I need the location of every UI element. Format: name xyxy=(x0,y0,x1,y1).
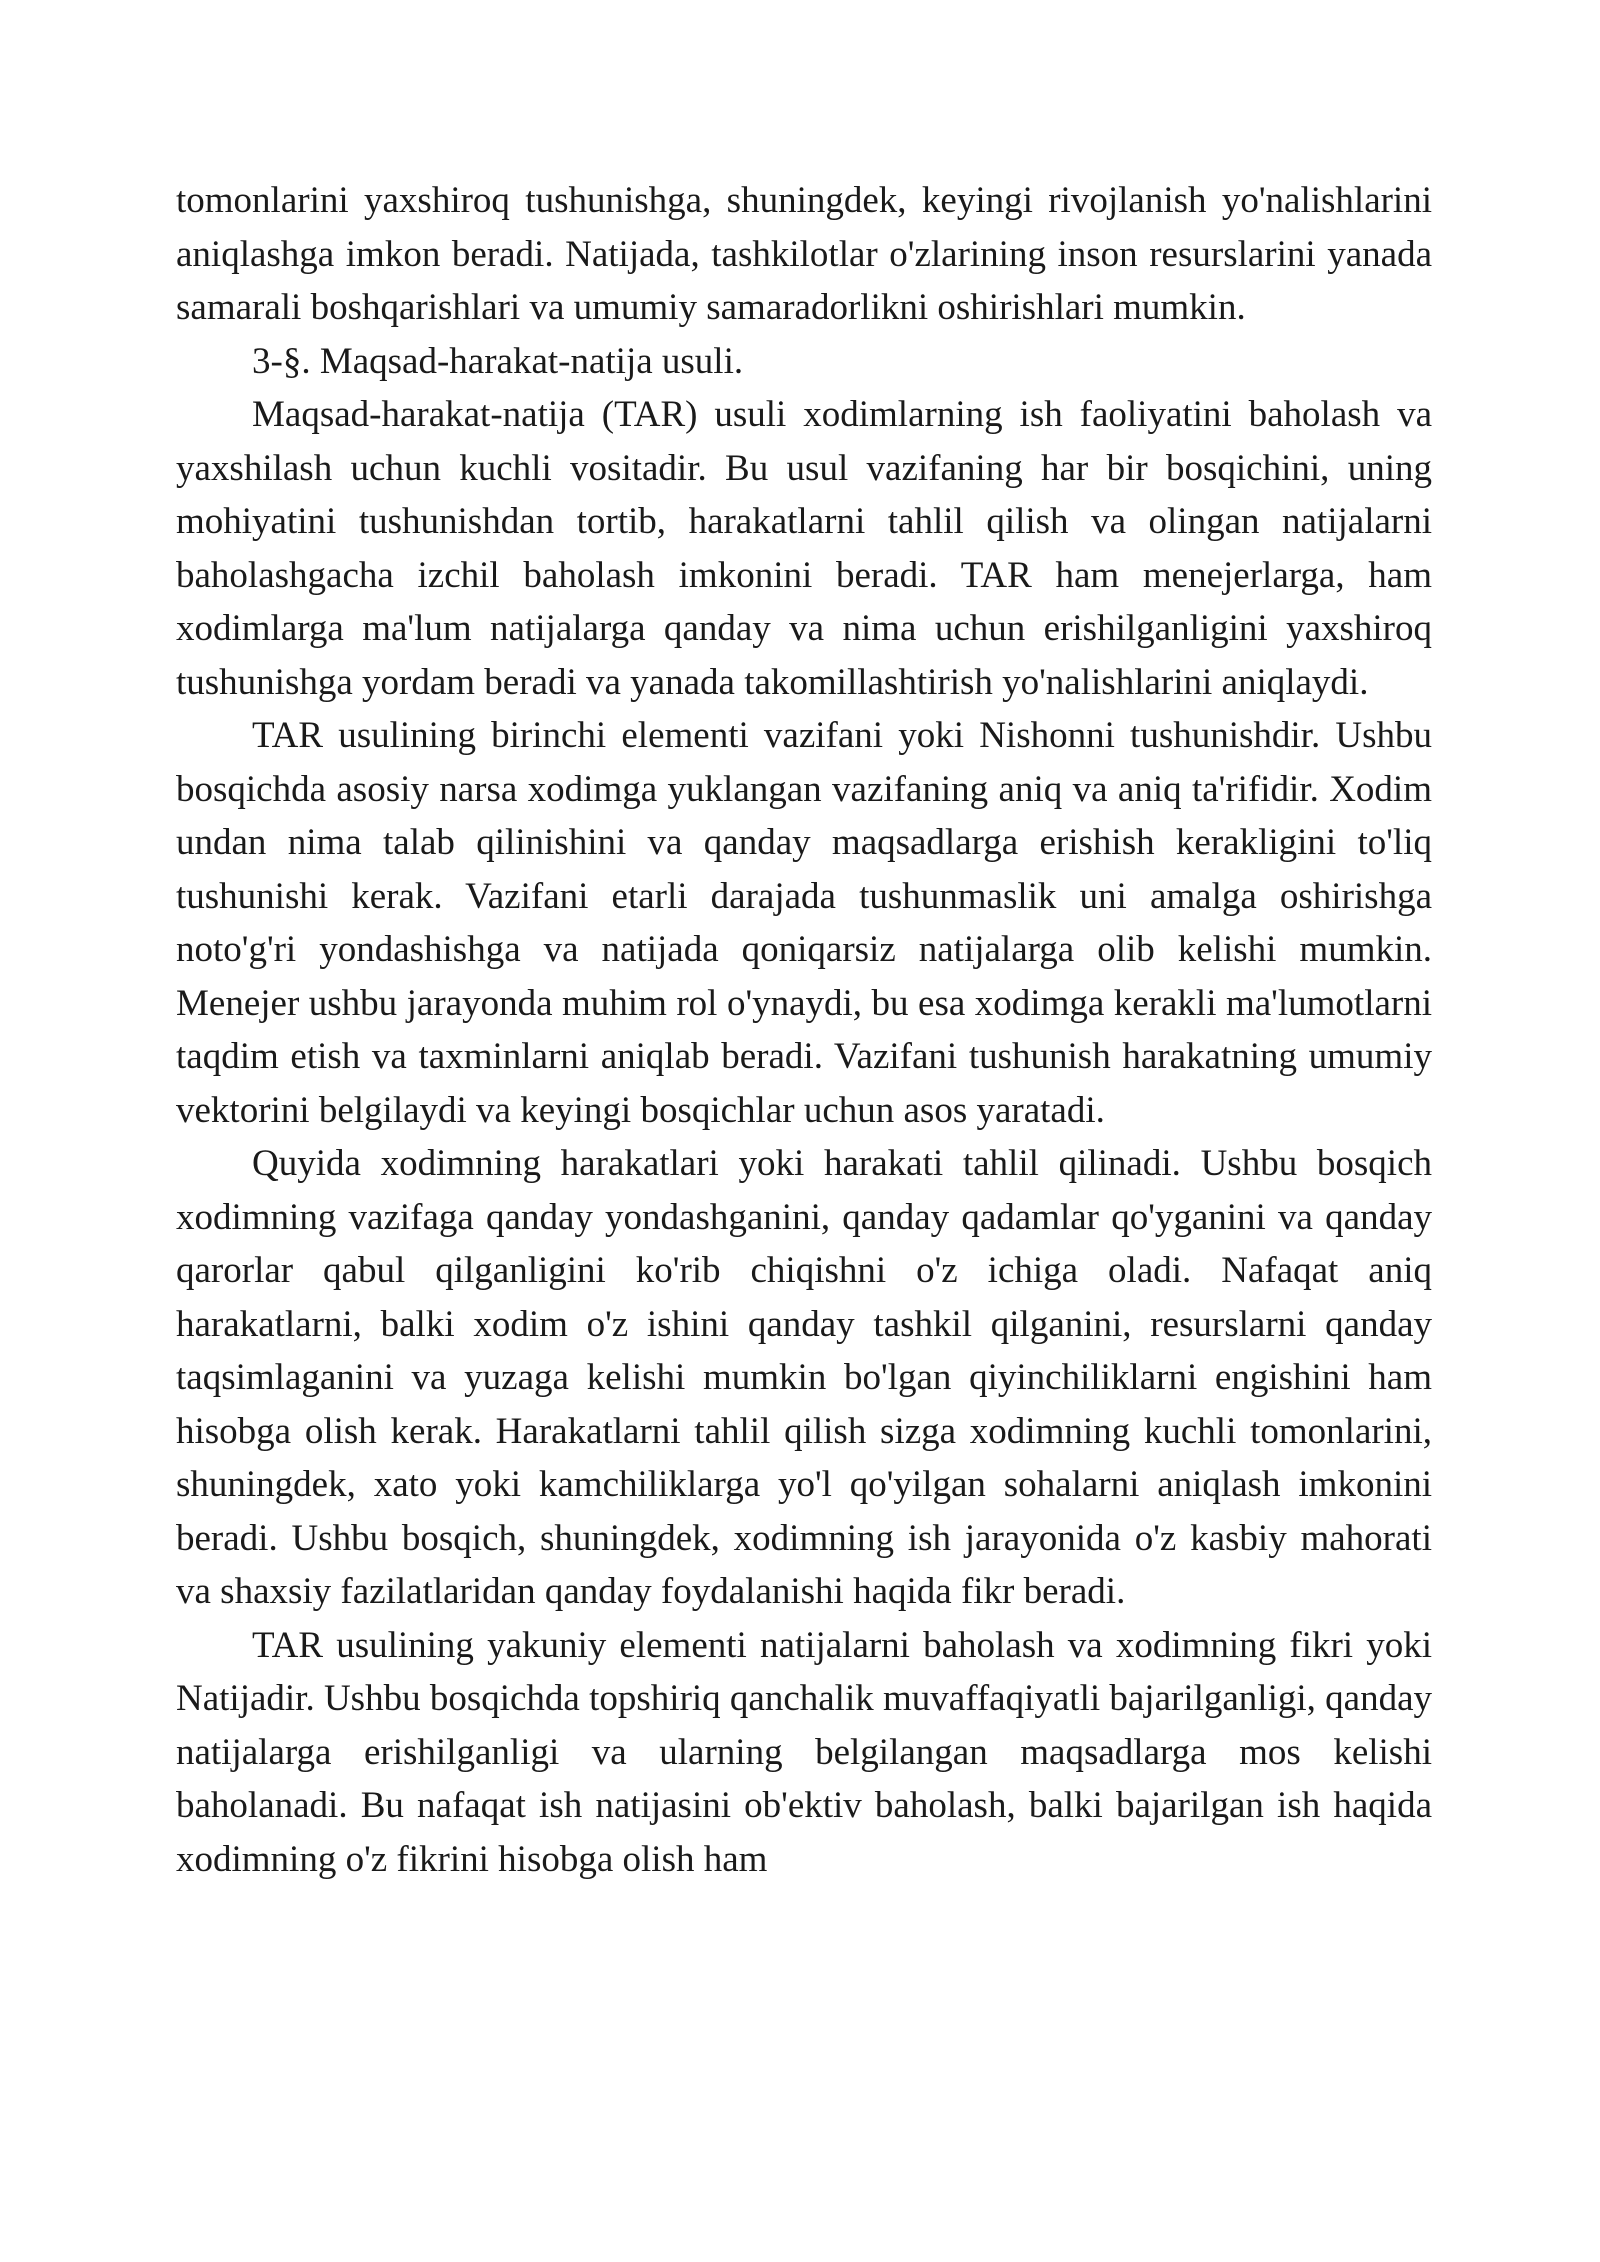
paragraph-tar-intro: Maqsad-harakat-natija (TAR) usuli xodimlarning ish faoliyatini baholash va yaxshilash uchun kuchli vositadir. Bu usul vazifaning har bir bosqichini, uning mohiyatini tushunishdan tortib, harakatlarni tahlil qilish va olingan natijalarni baholashgacha izchil baholash imkonini beradi. TAR ham menejerlarga, ham xodimlarga ma'lum natijalarga qanday va nima uchun erishilganligini yaxshiroq tushunishga yordam beradi va yanada takomillashtirish yo'nalishlarini aniqlaydi. xyxy=(176,394,1432,703)
paragraph-action-element: Quyida xodimning harakatlari yoki harakati tahlil qilinadi. Ushbu bosqich xodimning vazifaga qanday yondashganini, qanday qadamlar qo'yganini va qanday qarorlar qabul qilganligini ko'rib chiqishni o'z ichiga oladi. Nafaqat aniq harakatlarni, balki xodim o'z ishini qanday tashkil qilganini, resurslarni qanday taqsimlaganini va yuzaga kelishi mumkin bo'lgan qiyinchiliklarni engishini ham hisobga olish kerak. Harakatlarni tahlil qilish sizga xodimning kuchli tomonlarini, shuningdek, xato yoki kamchiliklarga yo'l qo'yilgan sohalarni aniqlash imkonini beradi. Ushbu bosqich, shuningdek, xodimning ish jarayonida o'z kasbiy mahorati va shaxsiy fazilatlaridan qanday foydalanishi haqida fikr beradi. xyxy=(176,1143,1432,1612)
section-heading: 3-§. Maqsad-harakat-natija usuli. xyxy=(252,340,744,382)
document-page xyxy=(176,174,1432,1886)
paragraph-result-element: TAR usulining yakuniy elementi natijalarni baholash va xodimning fikri yoki Natijadir. Ushbu bosqichda topshiriq qanchalik muvaffaqiyatli bajarilganligi, qanday natijalarga erishilganligi va ularning belgilangan maqsadlarga mos kelishi baholanadi. Bu nafaqat ish natijasini ob'ektiv baholash, balki bajarilgan ish haqida xodimning o'z fikrini hisobga olish ham xyxy=(176,1624,1432,1880)
paragraph-task-element: TAR usulining birinchi elementi vazifani yoki Nishonni tushunishdir. Ushbu bosqichda asosiy narsa xodimga yuklangan vazifaning aniq va aniq ta'rifidir. Xodim undan nima talab qilinishini va qanday maqsadlarga erishish kerakligini to'liq tushunishi kerak. Vazifani etarli darajada tushunmaslik uni amalga oshirishga noto'g'ri yondashishga va natijada qoniqarsiz natijalarga olib kelishi mumkin. Menejer ushbu jarayonda muhim rol o'ynaydi, bu esa xodimga kerakli ma'lumotlarni taqdim etish va taxminlarni aniqlab beradi. Vazifani tushunish harakatning umumiy vektorini belgilaydi va keyingi bosqichlar uchun asos yaratadi. xyxy=(176,715,1432,1131)
paragraph-continuation: tomonlarini yaxshiroq tushunishga, shuningdek, keyingi rivojlanish yo'nalishlarini aniqlashga imkon beradi. Natijada, tashkilotlar o'zlarining inson resurslarini yanada samarali boshqarishlari va umumiy samaradorlikni oshirishlari mumkin. xyxy=(176,180,1432,328)
